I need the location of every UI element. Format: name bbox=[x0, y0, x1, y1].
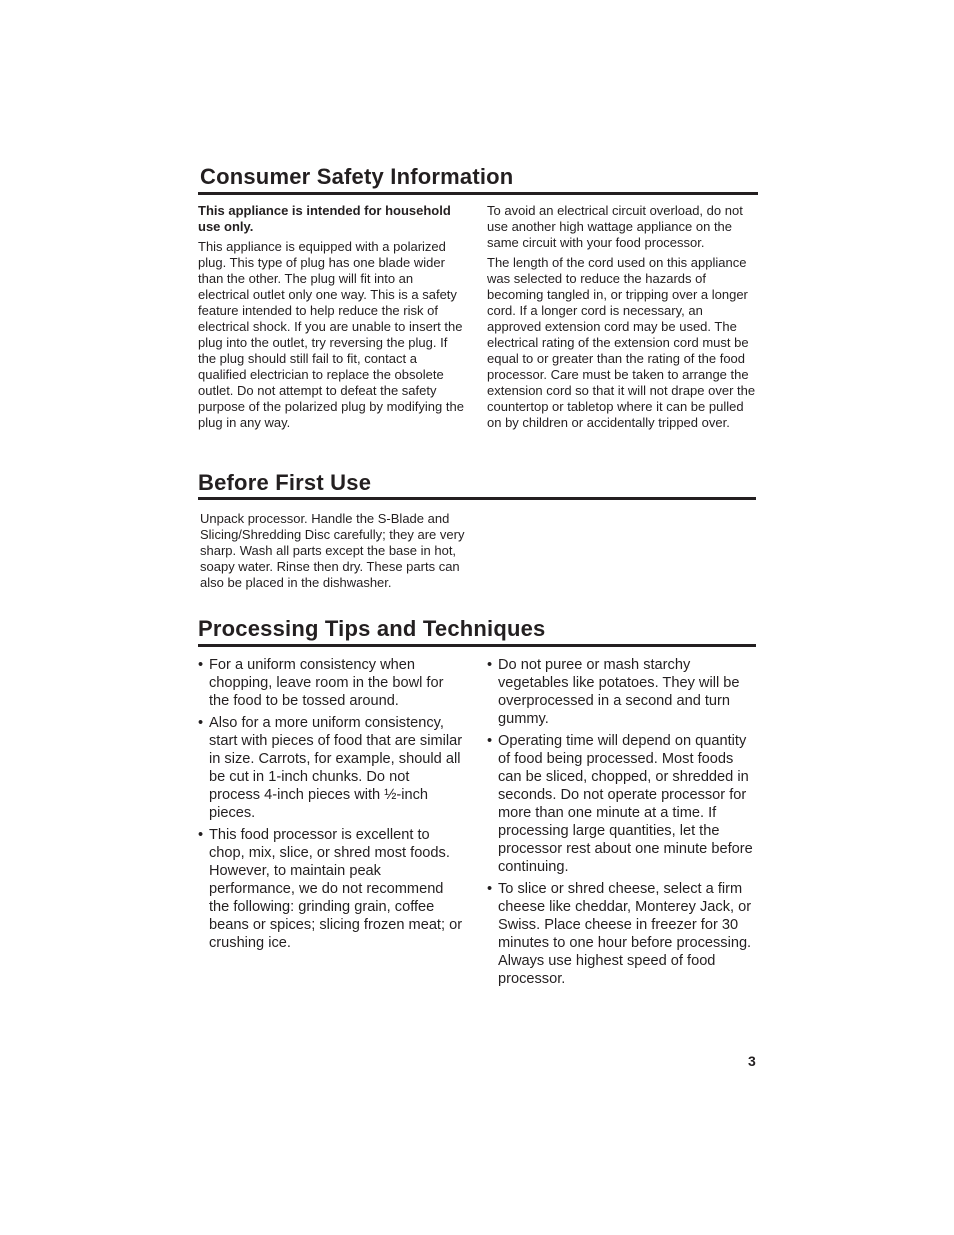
list-item bbox=[487, 732, 757, 876]
tip-text: Operating time will depend on quantity of food being processed. Most foods can be sliced, chopped, or shredded in seconds. Do not operate processor for more than one minute at a time. If processing large quantities, let the processor rest about one minute before continuing. bbox=[498, 733, 753, 875]
consumer-safety-left-column bbox=[198, 203, 466, 435]
polarized-plug-paragraph: This appliance is equipped with a polarized plug. This type of plug has one blade wider than the other. The plug will fit into an electrical outlet only one way. This is a safety feature intended to help reduce the risk of electrical shock. If you are unable to insert the plug into the outlet, try reversing the plug. If the plug should still fail to fit, contact a qualified electrician to replace the obsolete outlet. Do not attempt to defeat the safety purpose of the polarized plug by modifying the plug in any way. bbox=[198, 239, 464, 430]
before-first-use-heading: Before First Use bbox=[198, 470, 372, 495]
processing-tips-heading: Processing Tips and Techniques bbox=[198, 616, 546, 641]
list-item bbox=[487, 656, 757, 728]
tips-list-left bbox=[198, 656, 464, 952]
household-use-notice: This appliance is intended for household use only. bbox=[198, 203, 451, 234]
bullet-icon: • bbox=[487, 881, 493, 897]
before-first-use-column bbox=[200, 511, 470, 595]
tip-text: To slice or shred cheese, select a firm cheese like cheddar, Monterey Jack, or Swiss. Place cheese in freezer for 30 minutes to one hour before processing. Always use highest speed of food processor. bbox=[498, 881, 752, 987]
list-item bbox=[198, 714, 464, 822]
before-first-use-rule bbox=[198, 497, 756, 500]
consumer-safety-right-column bbox=[487, 203, 757, 435]
tip-text: This food processor is excellent to chop, mix, slice, or shred most foods. However, to maintain peak performance, we do not recommend the following: grinding grain, coffee beans or spices; slicing frozen meat; or crushing ice. bbox=[209, 827, 463, 951]
processing-tips-rule bbox=[198, 644, 756, 647]
consumer-safety-heading: Consumer Safety Information bbox=[200, 164, 514, 189]
circuit-overload-paragraph: To avoid an electrical circuit overload, do not use another high wattage appliance on the same circuit with your food processor. bbox=[487, 203, 743, 250]
processing-tips-left-column bbox=[198, 656, 464, 956]
bullet-icon: • bbox=[198, 715, 204, 731]
list-item bbox=[198, 826, 464, 952]
tips-list-right bbox=[487, 656, 757, 988]
list-item bbox=[198, 656, 464, 710]
consumer-safety-rule bbox=[198, 192, 758, 195]
tip-text: Also for a more uniform consistency, start with pieces of food that are similar in size. Carrots, for example, should all be cut in 1-inch chunks. Do not process 4-inch pieces with ½-inch pieces. bbox=[209, 715, 463, 821]
tip-text: For a uniform consistency when chopping, leave room in the bowl for the food to be tossed around. bbox=[209, 657, 444, 709]
tip-text: Do not puree or mash starchy vegetables like potatoes. They will be overprocessed in a second and turn gummy. bbox=[498, 657, 740, 727]
bullet-icon: • bbox=[198, 657, 204, 673]
list-item bbox=[487, 880, 757, 988]
extension-cord-paragraph: The length of the cord used on this appliance was selected to reduce the hazards of becoming tangled in, or tripping over a longer cord. If a longer cord is necessary, an approved extension cord may be used. The electrical rating of the extension cord must be equal to or greater than the rating of the food processor. Care must be taken to arrange the extension cord so that it will not drape over the countertop or tabletop where it can be pulled on by children or accidentally tripped over. bbox=[487, 255, 756, 430]
bullet-icon: • bbox=[487, 733, 493, 749]
bullet-icon: • bbox=[487, 657, 493, 673]
page-number: 3 bbox=[748, 1053, 756, 1069]
unpack-paragraph: Unpack processor. Handle the S-Blade and Slicing/Shredding Disc carefully; they are very sharp. Wash all parts except the base in hot, soapy water. Rinse then dry. These parts can also be placed in the dishwasher. bbox=[200, 511, 465, 590]
processing-tips-right-column bbox=[487, 656, 757, 992]
bullet-icon: • bbox=[198, 827, 204, 843]
